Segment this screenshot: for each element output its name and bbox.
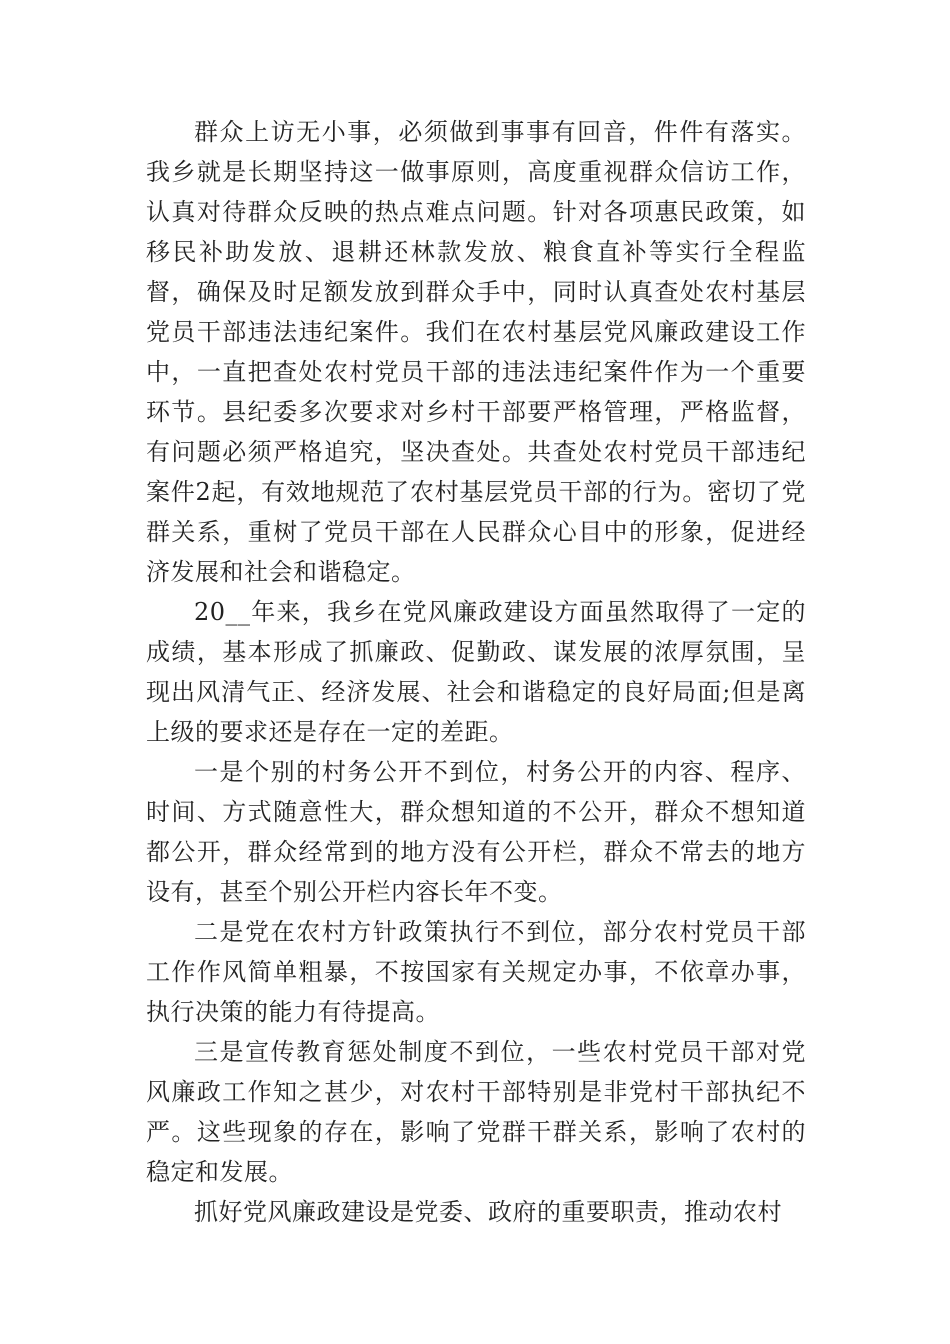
paragraph-achievements: 20__年来，我乡在党风廉政建设方面虽然取得了一定的成绩，基本形成了抓廉政、促勤政、谋发展的浓厚氛围，呈现出风清气正、经济发展、社会和谐稳定的良好局面;但是离上级的要求还是存在一定的差距。: [146, 598, 806, 746]
paragraph-responsibility: 抓好党风廉政建设是党委、政府的重要职责，推动农村: [194, 1198, 782, 1226]
paragraph-petition-work: 群众上访无小事，必须做到事事有回音，件件有落实。我乡就是长期坚持这一做事原则，高度重视群众信访工作，认真对待群众反映的热点难点问题。针对各项惠民政策，如移民补助发放、退耕还林款发放、粮食直补等实行全程监督，确保及时足额发放到群众手中，同时认真查处农村基层党员干部违法违纪案件。我们在农村基层党风廉政建设工作中，一直把查处农村党员干部的违法违纪案件作为一个重要环节。县纪委多次要求对乡村干部要严格管理，严格监督，有问题必须严格追究，坚决查处。共查处农村党员干部违纪案件2起，有效地规范了农村基层党员干部的行为。密切了党群关系，重树了党员干部在人民群众心目中的形象，促进经济发展和社会和谐稳定。: [146, 118, 806, 586]
paragraph-issue-one: 一是个别的村务公开不到位，村务公开的内容、程序、时间、方式随意性大，群众想知道的不公开，群众不想知道都公开，群众经常到的地方没有公开栏，群众不常去的地方设有，甚至个别公开栏内容长年不变。: [146, 758, 806, 906]
document-body: [146, 112, 806, 1232]
paragraph-issue-two: 二是党在农村方针政策执行不到位，部分农村党员干部工作作风简单粗暴，不按国家有关规定办事，不依章办事，执行决策的能力有待提高。: [146, 918, 806, 1026]
paragraph-issue-three: 三是宣传教育惩处制度不到位，一些农村党员干部对党风廉政工作知之甚少，对农村干部特别是非党村干部执纪不严。这些现象的存在，影响了党群干群关系，影响了农村的稳定和发展。: [146, 1038, 806, 1186]
